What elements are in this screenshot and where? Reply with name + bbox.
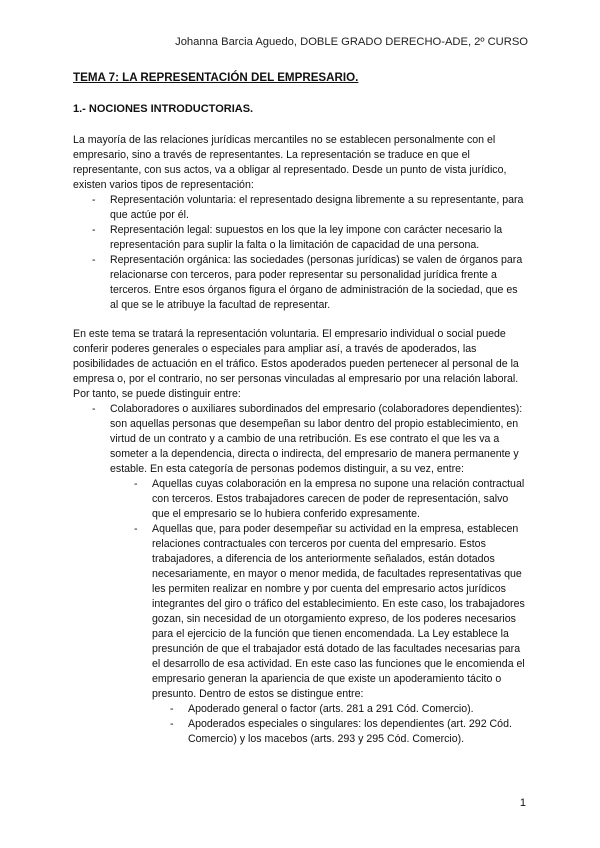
sub-list (110, 477, 528, 747)
list-item (110, 522, 528, 747)
list-item: - Apoderados especiales o singulares: los dependientes (art. 292 Cód. Comercio) y los macebos (arts. 293 y 295 Cód. Comercio). (152, 717, 528, 747)
list-item: - Representación voluntaria: el representado designa libremente a su representante, para que actúe por él. (73, 193, 528, 223)
intro-paragraph: La mayoría de las relaciones jurídicas mercantiles no se establecen personalmente con el empresario, sino a través de representantes. La representación se traduce en que el representante, con sus actos, va a obligar al representado. Desde un punto de vista jurídico, existen varios tipos de representación: (73, 134, 507, 191)
list-item-text: Aquellas que, para poder desempeñar su actividad en la empresa, establecen relaciones contractuales con terceros por cuenta del empresario. Estos trabajadores, a diferencia de los anteriormente señalados, están dotados necesariamente, en mayor o menor medida, de facultades representativas que les permiten realizar en nombre y por cuenta del empresario actos jurídicos integrantes del giro o tráfico del establecimiento. En este caso, los trabajadores gozan, sin necesidad de un otorgamiento expreso, de los poderes necesarios para el ejercicio de la función que tienen encomendada. La Ley establece la presunción de que el trabajador está dotado de las facultades necesarias para el desarrollo de esa actividad. En este caso las funciones que le encomienda el empresario generan la apariencia de que existe un apoderamiento tácito o presunto. Dentro de estos se distingue entre: (152, 523, 525, 700)
list-item: - Apoderado general o factor (arts. 281 a 291 Cód. Comercio). (152, 702, 528, 717)
document-body (73, 70, 528, 747)
list-item (73, 402, 528, 747)
list-item: - Aquellas cuyas colaboración en la empresa no supone una relación contractual con terceros. Estos trabajadores carecen de poder de representación, salvo que el empresario se lo hubiera conferido expresamente. (110, 477, 528, 522)
list-item: - Representación legal: supuestos en los que la ley impone con carácter necesario la representación para suplir la falta o la limitación de capacidad de una persona. (73, 223, 528, 253)
section-heading: 1.- NOCIONES INTRODUCTORIAS. (73, 103, 254, 115)
page-header: Johanna Barcia Aguedo, DOBLE GRADO DERECHO-ADE, 2º CURSO (175, 36, 528, 48)
representation-types-list (73, 193, 528, 313)
collaborators-list (73, 402, 528, 747)
sub-sub-list (152, 702, 528, 747)
list-item-text: Colaboradores o auxiliares subordinados del empresario (colaboradores dependientes): son aquellas personas que desempeñan su labor dentro del propio establecimiento, en virtud de un contrato y a cambio de una retribución. Es ese contrato el que les va a someter a la dependencia, directa o indirecta, del empresario de manera permanente y estable. En esta categoría de personas podemos distinguir, a su vez, entre: (110, 403, 523, 475)
page-number: 1 (519, 797, 526, 809)
list-item: - Representación orgánica: las sociedades (personas jurídicas) se valen de órganos para relacionarse con terceros, para poder representar su personalidad jurídica frente a terceros. Entre esos órganos figura el órgano de administración de la sociedad, que es al que se le atribuye la facultad de representar. (73, 253, 528, 313)
page-title: TEMA 7: LA REPRESENTACIÓN DEL EMPRESARIO. (73, 71, 359, 84)
voluntary-paragraph: En este tema se tratará la representación voluntaria. El empresario individual o social puede conferir poderes generales o especiales para ampliar así, a través de apoderados, las posibilidades de actuación en el tráfico. Estos apoderados pueden pertenecer al personal de la empresa o, por el contrario, no ser personas vinculadas al empresario por una relación laboral. Por tanto, se puede distinguir entre: (73, 328, 519, 400)
